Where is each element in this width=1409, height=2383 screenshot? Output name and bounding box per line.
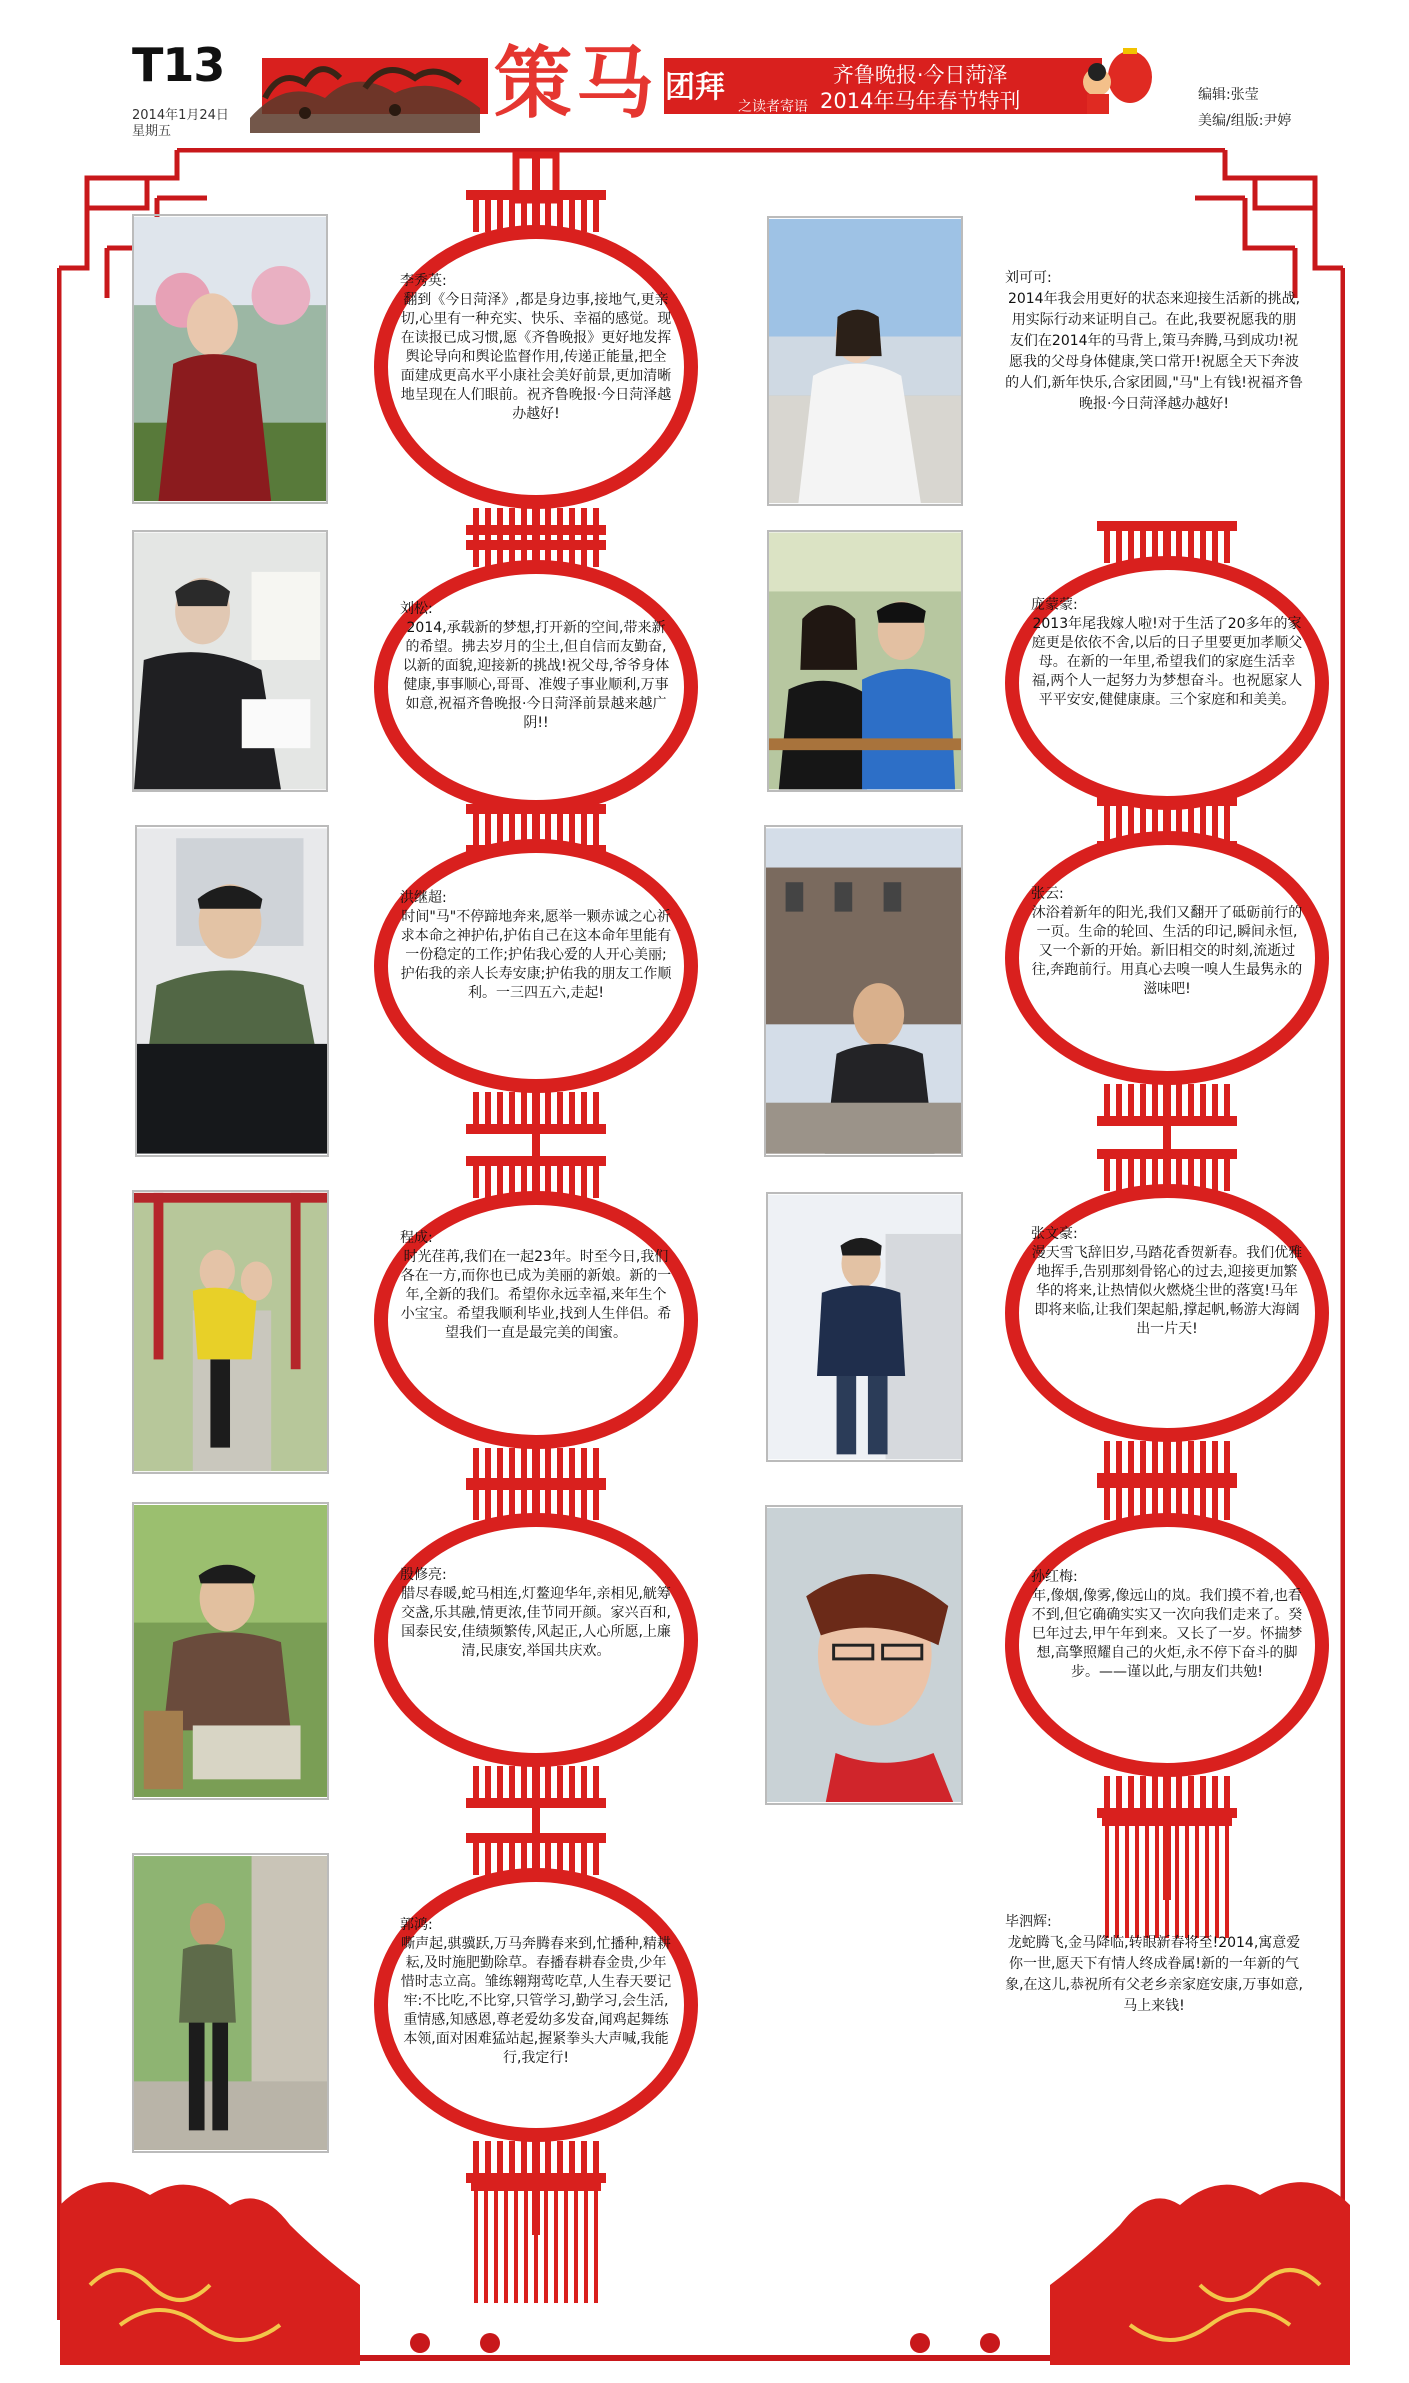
author-name: 孙红梅:: [1031, 1569, 1078, 1585]
lantern-rib: [497, 814, 503, 846]
lantern-rib: [485, 200, 491, 232]
lantern-rib: [593, 1766, 599, 1798]
author-name: 张云:: [1031, 886, 1064, 902]
message-liu-keke: [1005, 268, 1303, 415]
lantern-rib: [1164, 1776, 1170, 1808]
lantern-rib: [1104, 1159, 1110, 1191]
message-text: 龙蛇腾飞,金马降临,转眼新春将至!2014,寓意爱你一世,愿天下有情人终成眷属!新的一年新的气象,在这儿,恭祝所有父老乡亲家庭安康,万事如意,马上来钱!: [1005, 1935, 1303, 2014]
lantern-rib: [473, 814, 479, 846]
lantern-rib: [1200, 1776, 1206, 1808]
message-text: 时光荏苒,我们在一起23年。时至今日,我们各在一方,而你也已成为美丽的新娘。新的一年,全新的我们。希望你永远幸福,来年生个小宝宝。希望我顺利毕业,找到人生伴侣。希望我们一直是最完美的闺蜜。: [400, 1249, 672, 1341]
lantern-rib: [485, 1488, 491, 1520]
lantern-rib: [473, 1843, 479, 1875]
weekday-text: 星期五: [132, 124, 172, 139]
lantern-rib: [497, 1448, 503, 1480]
message-text: 嘶声起,骐骥跃,万马奔腾春来到,忙播种,精耕耘,及时施肥勤除草。春播春耕春金贵,少年惜时志立高。雏练翱翔莺吃草,人生春天要记牢:不比吃,不比穿,只管学习,勤学习,会生活,重情感,知感恩,尊老爱幼多发奋,闻鸡起舞练本领,面对困难猛站起,握紧拳头大声喊,我能行,我定行!: [400, 1936, 672, 2066]
lantern-rib: [473, 1766, 479, 1798]
message-text: 沐浴着新年的阳光,我们又翻开了砥砺前行的一页。生命的轮回、生活的印记,瞬间永恒,又一个新的开始。新旧相交的时刻,流逝过往,奔跑前行。用真心去嗅一嗅人生最隽永的滋味吧!: [1031, 905, 1303, 997]
lantern-rib: [1128, 1441, 1134, 1473]
lantern-rib: [581, 1448, 587, 1480]
lantern-rib: [533, 1448, 539, 1480]
message-text: 年,像烟,像雾,像远山的岚。我们摸不着,也看不到,但它确确实实又一次向我们走来了。癸巳年过去,甲午年到来。又长了一岁。怀揣梦想,高擎照耀自己的火炬,永不停下奋斗的脚步。——谨以此,与朋友们共勉!: [1031, 1588, 1303, 1680]
author-name: 刘可可:: [1005, 270, 1052, 286]
lantern-rib: [509, 1766, 515, 1798]
lantern-rib: [569, 1766, 575, 1798]
lantern-rib: [1212, 1488, 1218, 1520]
lantern-rib: [1212, 1776, 1218, 1808]
lantern-rib: [569, 1092, 575, 1124]
lantern-rib: [1224, 1159, 1230, 1191]
lantern-base: [466, 1124, 606, 1134]
lantern-rib: [1200, 806, 1206, 838]
lantern-rib: [581, 1488, 587, 1520]
lantern-rib: [1104, 1441, 1110, 1473]
message-sun-hongmei: [1031, 1568, 1303, 1682]
lantern-base: [1097, 1116, 1237, 1126]
lantern-rib: [569, 1166, 575, 1198]
lantern-rib: [497, 1843, 503, 1875]
lantern-rib: [533, 1766, 539, 1798]
lantern-rib: [1104, 531, 1110, 563]
designer-name: 美编/组版:尹婷: [1198, 113, 1292, 129]
lantern-rib: [497, 200, 503, 232]
lantern-rib: [569, 1843, 575, 1875]
message-text: 2014,承载新的梦想,打开新的空间,带来新的希望。拂去岁月的尘土,但自信而友勤奋,以新的面貌,迎接新的挑战!祝父母,爷爷身体健康,事事顺心,哥哥、准嫂子事业顺利,万事如意,祝福齐鲁晚报·今日菏泽前景越来越广阴!!: [402, 620, 670, 731]
lantern-rib: [533, 1092, 539, 1124]
lantern-rib: [1188, 1084, 1194, 1116]
message-zhang-yun: [1031, 885, 1303, 999]
author-name: 刘松:: [400, 601, 433, 617]
author-name: 李秀英:: [400, 273, 447, 289]
message-zhang-wenhao: [1031, 1225, 1303, 1339]
lantern-rib: [473, 535, 479, 567]
lantern-rib: [497, 1488, 503, 1520]
lantern-rib: [1140, 1084, 1146, 1116]
lantern-rib: [1224, 1441, 1230, 1473]
message-text: 腊尽春暖,蛇马相连,灯鳌迎华年,亲相见,觥筹交盏,乐其融,情更浓,佳节同开颜。家兴百和,国泰民安,佳绩频繁传,风起正,人心所愿,上廉清,民康安,举国共庆欢。: [401, 1586, 671, 1659]
lantern-rib: [1116, 531, 1122, 563]
lantern-rib: [581, 535, 587, 567]
lantern-rib: [1200, 1441, 1206, 1473]
lantern-rib: [1128, 806, 1134, 838]
lantern-rib: [581, 1166, 587, 1198]
lantern-rib: [485, 1166, 491, 1198]
lantern-rib: [521, 1766, 527, 1798]
lantern-rib: [521, 1448, 527, 1480]
lantern-rib: [497, 535, 503, 567]
author-name: 张文豪:: [1031, 1226, 1078, 1242]
editor-name: 编辑:张莹: [1198, 87, 1259, 103]
lantern-rib: [485, 814, 491, 846]
message-text: 2013年尾我嫁人啦!对于生活了20多年的家庭更是依依不舍,以后的日子里要更加孝顺父母。在新的一年里,希望我们的家庭生活幸福,两个人一起努力为梦想奋斗。也祝愿家人平平安安,健健康康。三个家庭和和美美。: [1031, 616, 1303, 708]
lantern-rib: [485, 1843, 491, 1875]
paper-name: 齐鲁晚报·今日菏泽: [832, 63, 1008, 87]
lantern-rib: [581, 1766, 587, 1798]
lantern-cap: [466, 1478, 606, 1488]
author-name: 郭鸿:: [400, 1917, 433, 1933]
lantern-rib: [1104, 1488, 1110, 1520]
author-name: 毕泗辉:: [1005, 1914, 1052, 1930]
lantern-rib: [1200, 1488, 1206, 1520]
lantern-rib: [1116, 1441, 1122, 1473]
lantern-rib: [1164, 1441, 1170, 1473]
lantern-rib: [545, 1766, 551, 1798]
lantern-rib: [473, 200, 479, 232]
message-pang-mengmeng: [1031, 596, 1303, 710]
lantern-rib: [569, 1488, 575, 1520]
lantern-rib: [1212, 1084, 1218, 1116]
author-name: 洪继超:: [400, 890, 447, 906]
message-text: 翻到《今日菏泽》,都是身边事,接地气,更亲切,心里有一种充实、快乐、幸福的感觉。现在读报已成习惯,愿《齐鲁晚报》更好地发挥舆论导向和舆论监督作用,传递正能量,把全面建成更高水平小康社会美好前景,更加清晰地呈现在人们眼前。祝齐鲁晚报·今日菏泽越办越好!: [400, 292, 672, 422]
message-hong-jichao: [400, 889, 672, 1003]
lantern-rib: [593, 1448, 599, 1480]
lantern-rib: [569, 200, 575, 232]
lantern-rib: [1104, 1084, 1110, 1116]
lantern-rib: [1152, 1441, 1158, 1473]
lantern-cap: [1097, 521, 1237, 531]
lantern-rib: [473, 1166, 479, 1198]
footer-cloud-decoration: [60, 2165, 1350, 2365]
lantern-rib: [485, 535, 491, 567]
author-name: 庞蒙蒙:: [1031, 597, 1078, 613]
lantern-rib: [1200, 531, 1206, 563]
lantern-rib: [1116, 1084, 1122, 1116]
special-issue: 2014年马年春节特刊: [820, 89, 1021, 113]
lantern-cap: [1097, 1478, 1237, 1488]
lantern-rib: [557, 1766, 563, 1798]
lantern-rib: [593, 1843, 599, 1875]
page-number: T13: [132, 38, 225, 92]
banner-subtitle: 之读者寄语: [738, 99, 808, 115]
lantern-rib: [485, 1092, 491, 1124]
lantern-rib: [569, 814, 575, 846]
lantern-rib: [1176, 1776, 1182, 1808]
date-text: 2014年1月24日: [132, 108, 229, 123]
banner-title: 团拜: [665, 70, 725, 105]
lantern-rib: [1128, 1488, 1134, 1520]
message-bi-sihui: [1005, 1912, 1303, 2017]
lantern-tassel-band: [1102, 1818, 1232, 1826]
lantern-rib: [509, 1092, 515, 1124]
message-text: 漫天雪飞辞旧岁,马踏花香贺新春。我们优雅地挥手,告别那刻骨铭心的过去,迎接更加繁华的将来,让热情似火燃烧尘世的落寞!马年即将来临,让我们架起船,撑起帆,畅游大海阔出一片天!: [1031, 1245, 1303, 1337]
message-li-xiuying: [400, 272, 672, 424]
lantern-rib: [581, 814, 587, 846]
lantern-rib: [509, 1448, 515, 1480]
lantern-cap: [1097, 796, 1237, 806]
lantern-cap: [466, 804, 606, 814]
message-cheng-cheng: [400, 1229, 672, 1343]
lantern-rib: [569, 1448, 575, 1480]
lantern-rib: [1128, 531, 1134, 563]
lantern-cap: [1097, 1149, 1237, 1159]
lantern-base: [1097, 1808, 1237, 1818]
lantern-rib: [1116, 806, 1122, 838]
lantern-rib: [1116, 1776, 1122, 1808]
lantern-rib: [1176, 1084, 1182, 1116]
lantern-rib: [545, 1092, 551, 1124]
lantern-rib: [581, 1843, 587, 1875]
lantern-rib: [485, 1766, 491, 1798]
lantern-rib: [1104, 1776, 1110, 1808]
lantern-rib: [557, 1092, 563, 1124]
lantern-rib: [1224, 531, 1230, 563]
lantern-cap: [466, 525, 606, 535]
lantern-rib: [593, 1166, 599, 1198]
lantern-rib: [497, 1166, 503, 1198]
lantern-rib: [1212, 806, 1218, 838]
lantern-rib: [1140, 1441, 1146, 1473]
lantern-rib: [1188, 1776, 1194, 1808]
lantern-rib: [1188, 1441, 1194, 1473]
lantern-rib: [593, 1092, 599, 1124]
lantern-rib: [497, 1766, 503, 1798]
lantern-rib: [473, 1448, 479, 1480]
message-liu-song: [400, 600, 672, 733]
message-yin-xiuliang: [400, 1566, 672, 1661]
lantern-base: [466, 1798, 606, 1808]
lantern-rib: [1212, 1441, 1218, 1473]
lantern-cap: [466, 1156, 606, 1166]
lantern-rib: [1212, 1159, 1218, 1191]
lantern-rib: [545, 1448, 551, 1480]
lantern-rib: [497, 1092, 503, 1124]
lantern-rib: [593, 1488, 599, 1520]
lantern-rib: [581, 1092, 587, 1124]
lantern-rib: [1212, 531, 1218, 563]
lantern-rib: [593, 814, 599, 846]
lantern-rib: [1104, 806, 1110, 838]
lantern-rib: [473, 1488, 479, 1520]
lantern-rib: [1224, 1084, 1230, 1116]
lantern-rib: [473, 1092, 479, 1124]
lantern-rib: [1116, 1488, 1122, 1520]
lantern-rib: [569, 535, 575, 567]
lantern-rib: [1128, 1159, 1134, 1191]
lantern-rib: [1128, 1776, 1134, 1808]
lantern-rib: [1200, 1084, 1206, 1116]
author-name: 程成:: [400, 1230, 433, 1246]
message-text: 2014年我会用更好的状态来迎接生活新的挑战,用实际行动来证明自己。在此,我要祝愿我的朋友们在2014年的马背上,策马奔腾,马到成功!祝愿我的父母身体健康,笑口常开!祝愿全天下奔波的人们,新年快乐,合家团圆,"马"上有钱!祝福齐鲁晚报·今日菏泽越办越好!: [1005, 291, 1303, 412]
message-text: 时间"马"不停蹄地奔来,愿举一颗赤诚之心祈求本命之神护佑,护佑自己在这本命年里能有一份稳定的工作;护佑我心爱的人开心美丽;护佑我的亲人长寿安康;护佑我的朋友工作顺利。一三四五六,走起!: [400, 909, 672, 1001]
lantern-rib: [581, 200, 587, 232]
lantern-rib: [1128, 1084, 1134, 1116]
lantern-rib: [1140, 1776, 1146, 1808]
message-guo-hong: [400, 1916, 672, 2068]
lantern-rib: [593, 200, 599, 232]
lantern-rib: [1176, 1441, 1182, 1473]
lantern-rib: [1224, 806, 1230, 838]
lantern-rib: [1116, 1159, 1122, 1191]
lantern-rib: [1200, 1159, 1206, 1191]
calligraphy-title: 策马: [488, 36, 664, 132]
lantern-rib: [593, 535, 599, 567]
lantern-rib: [1224, 1776, 1230, 1808]
lantern-rib: [1152, 1776, 1158, 1808]
lantern-cap: [466, 1833, 606, 1843]
lantern-rib: [485, 1448, 491, 1480]
lantern-rib: [557, 1448, 563, 1480]
lantern-rib: [521, 1092, 527, 1124]
lantern-rib: [1152, 1084, 1158, 1116]
lantern-rib: [1224, 1488, 1230, 1520]
author-name: 殷修亮:: [400, 1567, 447, 1583]
lantern-rib: [1164, 1084, 1170, 1116]
